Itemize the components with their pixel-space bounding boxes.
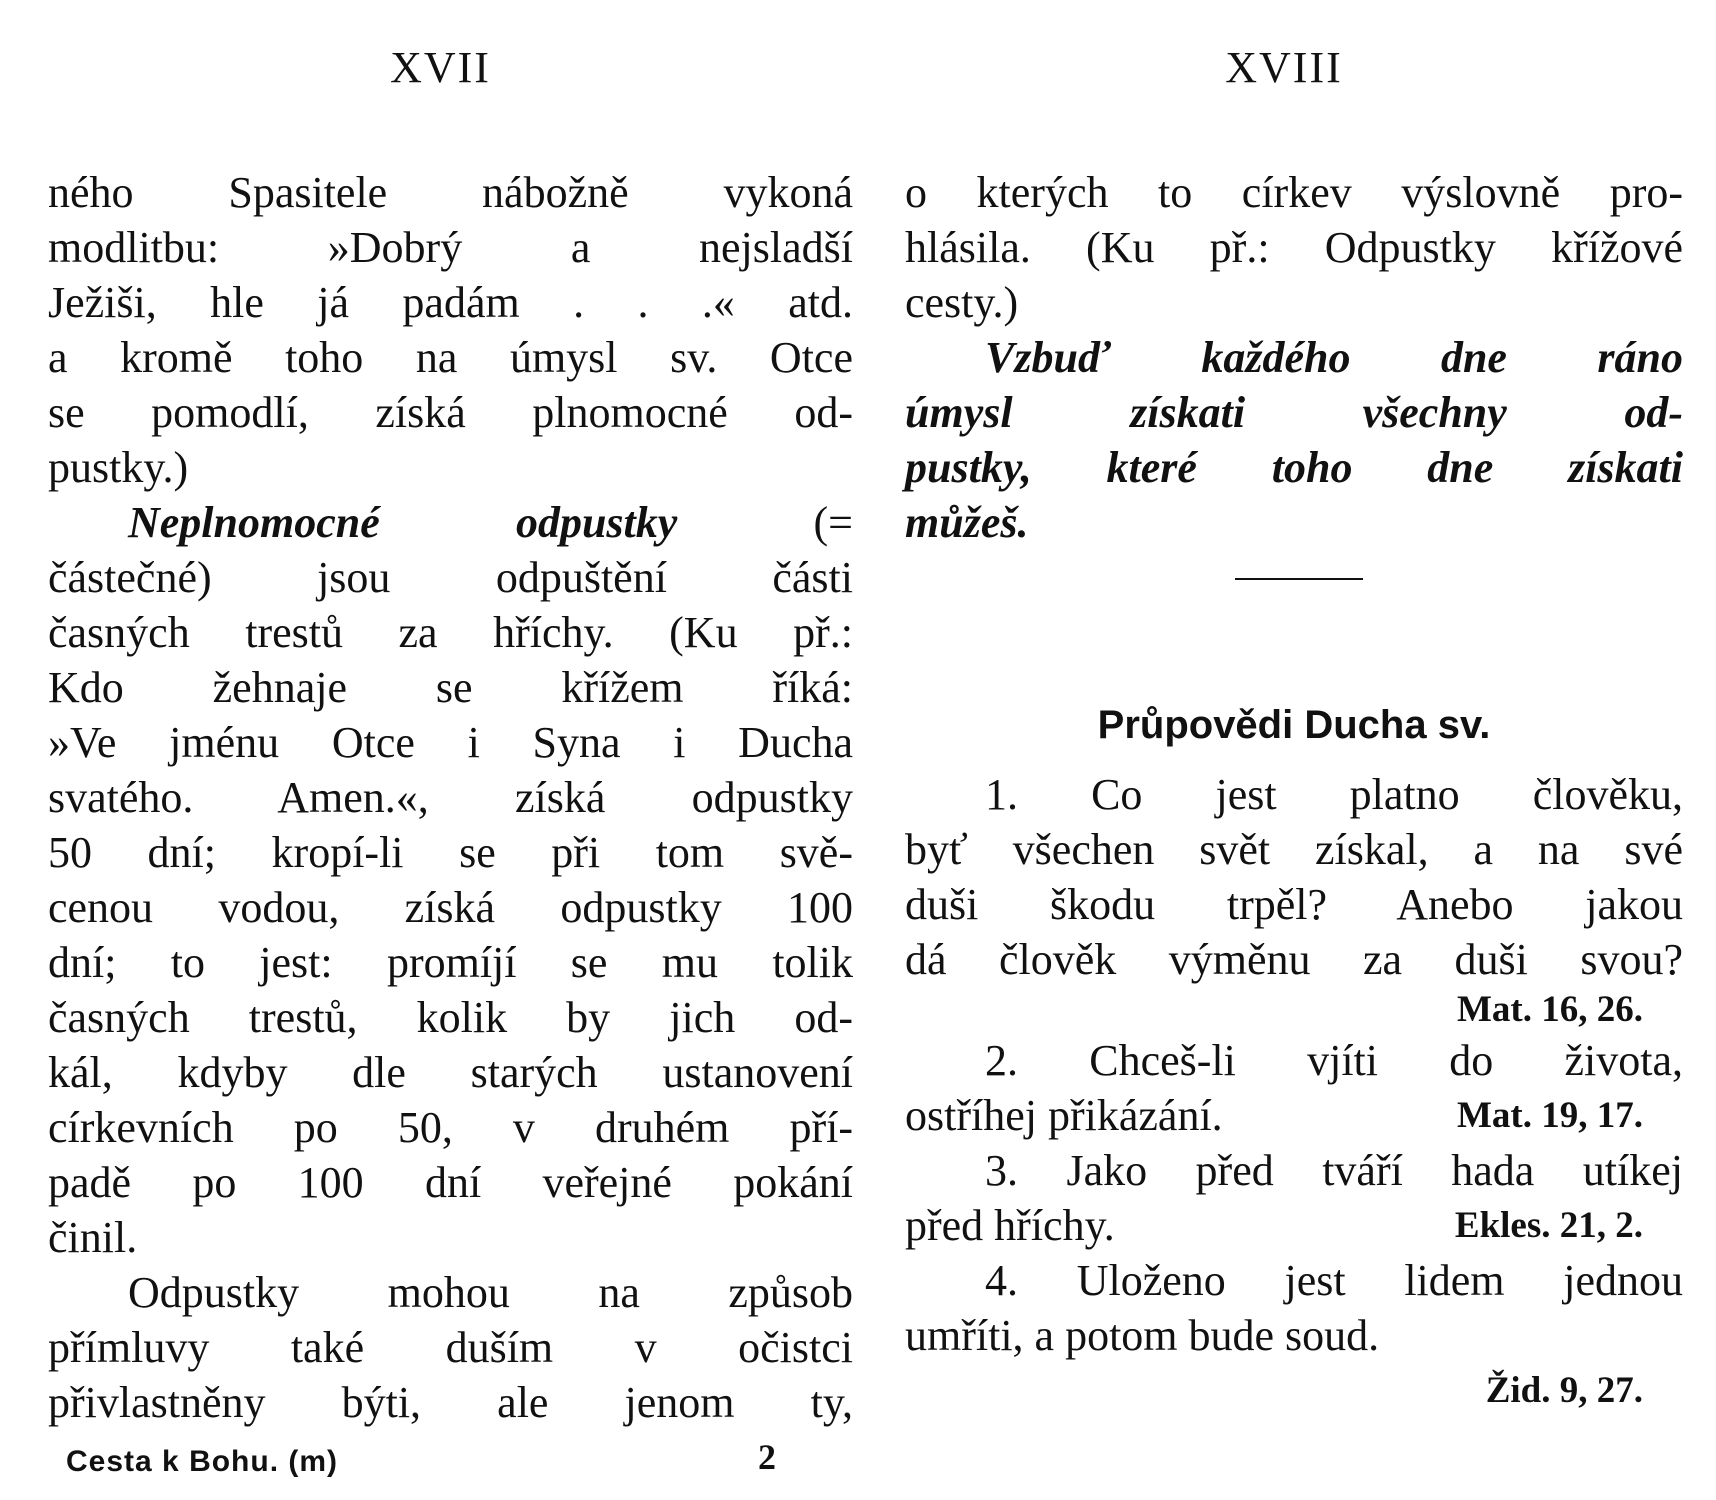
text-line: ného Spasitele nábožně vykoná xyxy=(48,168,853,217)
text-line: Kdo žehnaje se křížem říká: xyxy=(48,663,853,712)
exhortation-line: úmysl získati všechny od- xyxy=(905,388,1683,437)
text-line: svatého. Amen.«, získá odpustky xyxy=(48,773,853,822)
saying-line: 2. Chceš-li vjíti do života, xyxy=(985,1036,1683,1085)
bible-reference: Mat. 16, 26. xyxy=(1457,989,1643,1030)
text-line: hlásila. (Ku př.: Odpustky křížové xyxy=(905,223,1683,272)
text-line: cesty.) xyxy=(905,278,1019,327)
text-line: časných trestů za hříchy. (Ku př.: xyxy=(48,608,853,657)
text-line: »Ve jménu Otce i Syna i Ducha xyxy=(48,718,853,767)
saying-text: ostříhej přikázání. xyxy=(905,1091,1223,1140)
text-line: 50 dní; kropí-li se při tom svě- xyxy=(48,828,853,877)
bible-reference: Žid. 9, 27. xyxy=(1485,1370,1643,1411)
saying-line: 4. Uloženo jest lidem jednou xyxy=(985,1256,1683,1305)
exhortation-line: můžeš. xyxy=(905,498,1029,547)
footer-sheet-number: 2 xyxy=(758,1437,776,1477)
page-number-right: XVIII xyxy=(1225,43,1343,92)
text-line: dní; to jest: promíjí se mu tolik xyxy=(48,938,853,987)
saying-line: umříti, a potom bude soud. xyxy=(905,1311,1380,1360)
text-line: přivlastněny býti, ale jenom ty, xyxy=(48,1378,853,1427)
section-divider xyxy=(1235,578,1363,580)
text-line: padě po 100 dní veřejné pokání xyxy=(48,1158,853,1207)
saying-line: 1. Co jest platno člověku, xyxy=(985,770,1683,819)
saying-line: dá člověk výměnu za duši svou? xyxy=(905,935,1683,984)
term-partial-indulgences: Neplnomocné odpustky xyxy=(128,498,678,547)
bible-reference: Mat. 19, 17. xyxy=(1457,1095,1643,1136)
text-line: přímluvy také duším v očistci xyxy=(48,1323,853,1372)
exhortation-line: pustky, které toho dne získati xyxy=(905,443,1683,492)
left-page-text xyxy=(48,165,853,1430)
saying-line: duši škodu trpěl? Anebo jakou xyxy=(905,880,1683,929)
saying-line: byť všechen svět získal, a na své xyxy=(905,825,1683,874)
text-line: činil. xyxy=(48,1213,138,1262)
term-paren: (= xyxy=(813,498,853,547)
text-line: Ježiši, hle já padám . . .« atd. xyxy=(48,278,853,327)
text-line: a kromě toho na úmysl sv. Otce xyxy=(48,333,853,382)
title-gap xyxy=(905,755,1683,767)
text-line: částečné) jsou odpuštění části xyxy=(48,553,853,602)
text-line: pustky.) xyxy=(48,443,189,492)
saying-line-with-ref xyxy=(905,1198,1683,1253)
bible-reference: Ekles. 21, 2. xyxy=(1454,1205,1643,1246)
text-line-with-term xyxy=(48,495,853,550)
text-line: o kterých to církev výslovně pro- xyxy=(905,168,1683,217)
text-line: Odpustky mohou na způsob xyxy=(128,1268,853,1317)
exhortation-line: Vzbuď každého dne ráno xyxy=(985,333,1683,382)
text-line: cenou vodou, získá odpustky 100 xyxy=(48,883,853,932)
text-line: kál, kdyby dle starých ustanovení xyxy=(48,1048,853,1097)
text-line: modlitbu: »Dobrý a nejsladší xyxy=(48,223,853,272)
text-line: církevních po 50, v druhém pří- xyxy=(48,1103,853,1152)
page-number-left: XVII xyxy=(390,43,491,92)
saying-text: před hříchy. xyxy=(905,1201,1115,1250)
text-line: časných trestů, kolik by jich od- xyxy=(48,993,853,1042)
right-page-text xyxy=(905,165,1683,1418)
section-title: Průpovědi Ducha sv. xyxy=(1097,703,1491,747)
footer-signature: Cesta k Bohu. (m) xyxy=(66,1445,339,1478)
text-line: se pomodlí, získá plnomocné od- xyxy=(48,388,853,437)
saying-line-with-ref xyxy=(905,1088,1683,1143)
section-spacer xyxy=(905,550,1683,695)
saying-line: 3. Jako před tváří hada utíkej xyxy=(985,1146,1683,1195)
